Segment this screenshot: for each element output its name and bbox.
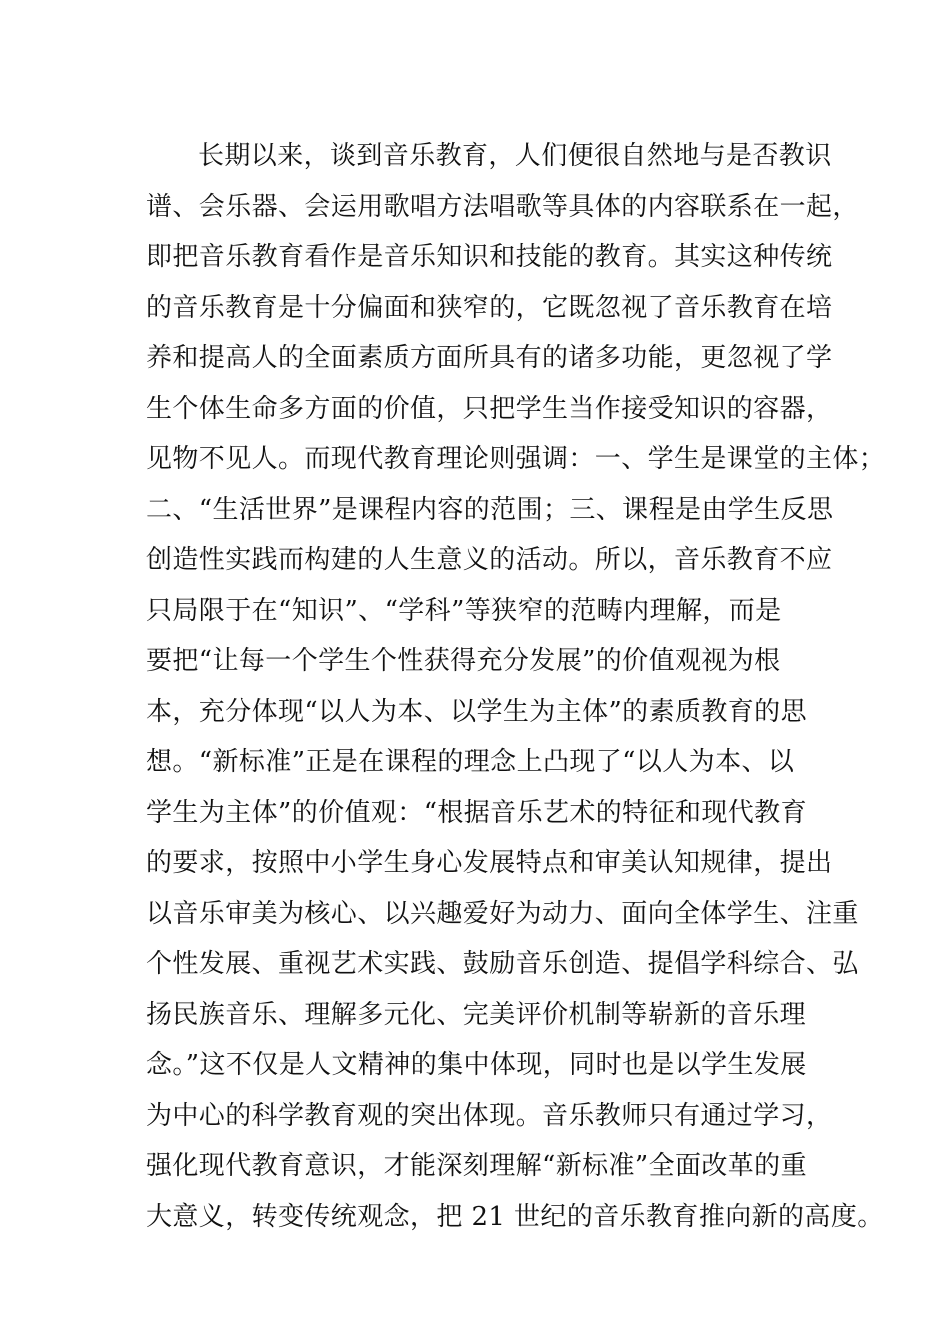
body-paragraph xyxy=(146,131,886,1242)
paragraph-line-20: 为中心的科学教育观的突出体现。音乐教师只有通过学习， xyxy=(146,1100,833,1131)
paragraph-line-18: 扬民族音乐、理解多元化、完美评价机制等崭新的音乐理 xyxy=(146,999,807,1030)
paragraph-line-21: 强化现代教育意识，才能深刻理解“新标准”全面改革的重 xyxy=(146,1151,807,1181)
paragraph-line-10: 只局限于在“知识”、“学科”等狭窄的范畴内理解，而是 xyxy=(146,595,782,626)
paragraph-line-17: 个性发展、重视艺术实践、鼓励音乐创造、提倡学科综合、弘 xyxy=(146,949,859,979)
paragraph-line-16: 以音乐审美为核心、以兴趣爱好为动力、面向全体学生、注重 xyxy=(146,898,859,929)
paragraph-line-4: 的音乐教育是十分偏面和狭窄的，它既忽视了音乐教育在培 xyxy=(146,292,833,323)
paragraph-line-6: 生个体生命多方面的价值，只把学生当作接受知识的容器， xyxy=(146,393,833,424)
paragraph-line-15: 的要求，按照中小学生身心发展特点和审美认知规律，提出 xyxy=(146,848,833,878)
paragraph-line-5: 养和提高人的全面素质方面所具有的诸多功能，更忽视了学 xyxy=(146,343,833,373)
paragraph-line-9: 创造性实践而构建的人生意义的活动。所以，音乐教育不应 xyxy=(146,545,833,575)
paragraph-line-1: 长期以来，谈到音乐教育，人们便很自然地与是否教识 xyxy=(198,141,832,171)
paragraph-line-13: 想。“新标准”正是在课程的理念上凸现了“以人为本、以 xyxy=(146,747,795,777)
paragraph-line-7: 见物不见人。而现代教育理论则强调：一、学生是课堂的主体； xyxy=(146,444,886,474)
paragraph-line-8: 二、“生活世界”是课程内容的范围；三、课程是由学生反思 xyxy=(146,494,834,525)
paragraph-line-19: 念。”这不仅是人文精神的集中体现，同时也是以学生发展 xyxy=(146,1050,807,1080)
paragraph-line-12: 本，充分体现“以人为本、以学生为主体”的素质教育的思 xyxy=(146,696,807,727)
paragraph-line-14: 学生为主体”的价值观：“根据音乐艺术的特征和现代教育 xyxy=(146,797,807,828)
paragraph-line-3: 即把音乐教育看作是音乐知识和技能的教育。其实这种传统 xyxy=(146,242,833,272)
paragraph-line-22: 大意义，转变传统观念，把 21 世纪的音乐教育推向新的高度。 xyxy=(146,1201,884,1232)
paragraph-line-2: 谱、会乐器、会运用歌唱方法唱歌等具体的内容联系在一起， xyxy=(146,191,859,222)
paragraph-line-11: 要把“让每一个学生个性获得充分发展”的价值观视为根 xyxy=(146,646,781,676)
